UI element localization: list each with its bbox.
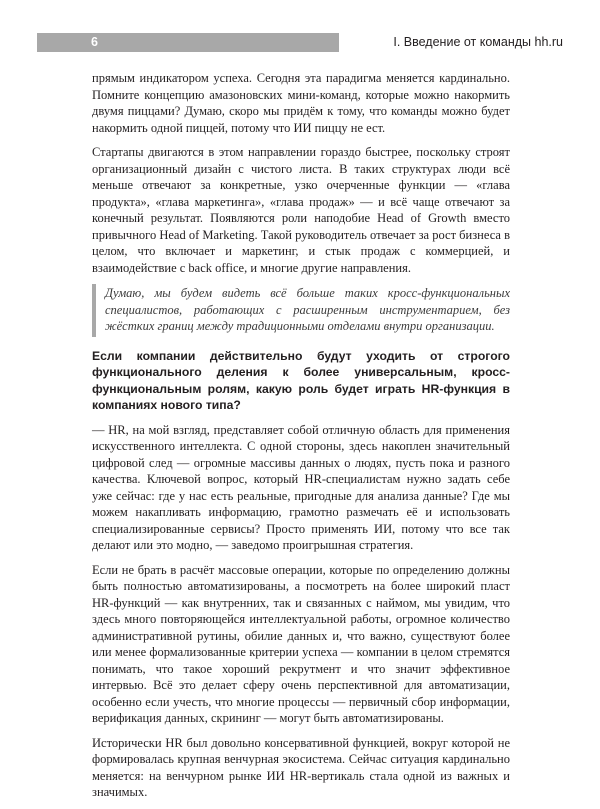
pull-quote-text: Думаю, мы будем видеть всё больше таких кросс-функциональных специалистов, работающих с расширенным инструментарием, без жёстких границ между традиционными отделами внутри организации.	[105, 286, 510, 333]
interview-question: Если компании действительно будут уходить от строгого функционального деления к более универсальным, кросс-функциональным ролям, какую роль будет играть HR-функция в компаниях нового типа?	[92, 348, 510, 412]
body-paragraph: Стартапы двигаются в этом направлении гораздо быстрее, поскольку строят организационный дизайн с чистого листа. В таких структурах люди всё меньше отвечают за конкретные, узко очерченные функции — «глава продукта», «глава маркетинга», «глава продаж» — и всё чаще отвечают за конечный результат. Появляются роли наподобие Head of Growth вместо привычного Head of Marketing. Такой руководитель отвечает за рост бизнеса в целом, что включает и маркетинг, и стык продаж с коммерцией, и взаимодействие с back office, и многие другие направления.	[92, 145, 510, 275]
body-paragraph: Если не брать в расчёт массовые операции, которые по определению должны быть полностью автоматизированы, а посмотреть на более широкий пласт HR-функций — как внутренних, так и связанных с наймом, мы увидим, что здесь много повторяющейся интеллектуальной работы, огромное количество административной рутины, обилие данных и, что важно, существуют более или менее формализованные критерии успеха — компании в целом стремятся понимать, что такое хороший рекрутмент и что значит эффективное интервью. Всё это делает сферу очень перспективной для автоматизации, особенно если учесть, что многие процессы — первичный сбор информации, верификация данных, скрининг — могут быть автоматизированы.	[92, 562, 510, 725]
page-number: 6	[91, 35, 98, 49]
body-paragraph: прямым индикатором успеха. Сегодня эта парадигма меняется кардинально. Помните концепцию амазоновских мини-команд, которые можно накормить двумя пиццами? Думаю, скоро мы придём к тому, что команды можно будет накормить одной пиццей, потому что ИИ пиццу не ест.	[92, 71, 510, 135]
running-header	[37, 33, 563, 52]
chapter-title: I. Введение от команды hh.ru	[393, 35, 563, 49]
pull-quote	[92, 284, 510, 337]
page-body	[92, 70, 510, 809]
page-number-bar	[37, 33, 339, 52]
body-paragraph: Исторически HR был довольно консервативной функцией, вокруг которой не формировалась крупная венчурная экосистема. Сейчас ситуация кардинально меняется: на венчурном рынке ИИ HR-вертикаль стала одной из важных и значимых.	[92, 735, 510, 799]
body-paragraph: — HR, на мой взгляд, представляет собой отличную область для применения искусственного интеллекта. С одной стороны, здесь накоплен значительный цифровой след — огромные массивы данных о людях, пусть пока и разного качества. Ключевой вопрос, который HR-специалистам нужно задать себе уже сейчас: где у нас есть реальные, пригодные для анализа данные? Где мы можем накапливать информацию, грамотно размечать её и использовать специализированные сервисы? Просто применять ИИ, потому что все так делают или это модно, — заведомо проигрышная стратегия.	[92, 422, 510, 552]
